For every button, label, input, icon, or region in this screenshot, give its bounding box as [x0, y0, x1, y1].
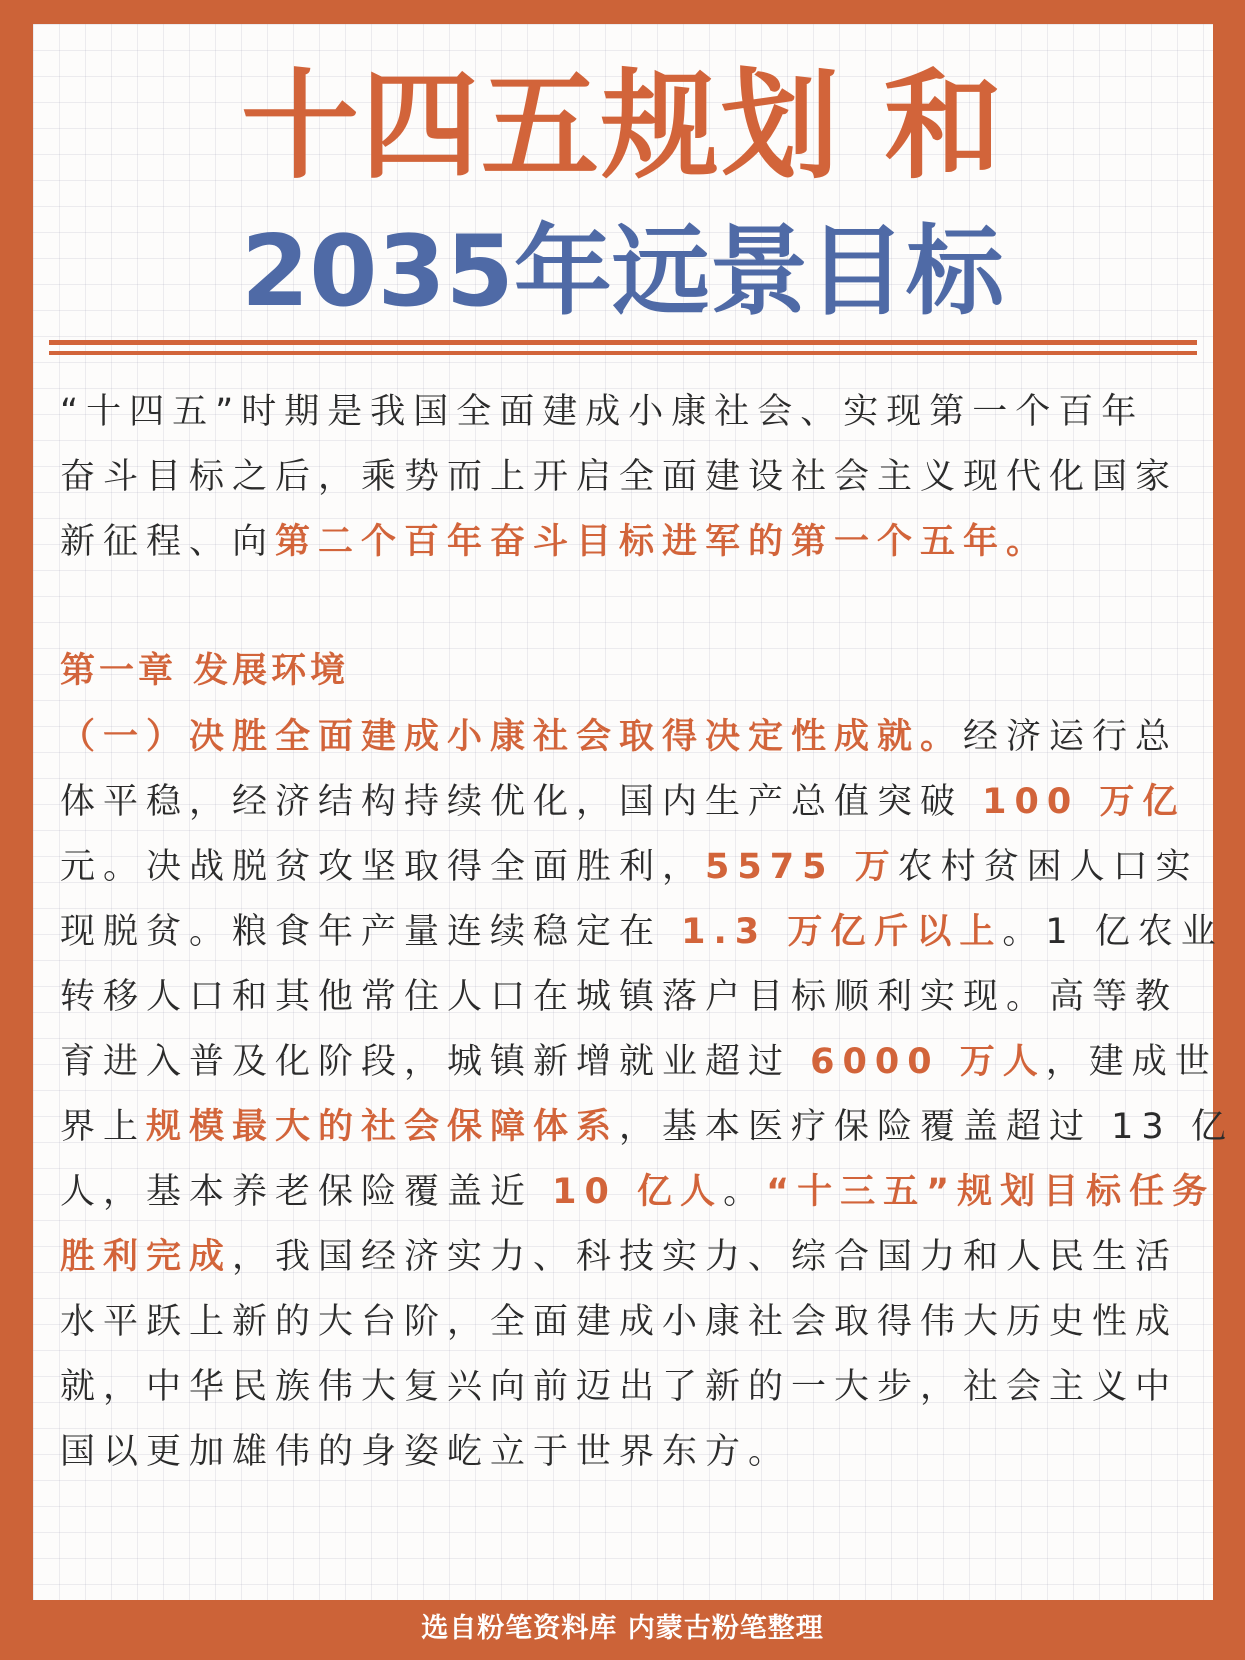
social-security-highlight: 规模最大的社会保障体系: [146, 1107, 620, 1147]
section-heading: （一）决胜全面建成小康社会取得决定性成就。: [60, 717, 964, 757]
chapter-heading: 第一章 发展环境: [60, 651, 350, 691]
title-line-1: 十四五规划 和: [240, 57, 1005, 195]
gdp-figure: 100 万亿: [982, 782, 1186, 822]
employment-figure: 6000 万人: [810, 1042, 1046, 1082]
plan-completion-highlight-end: 胜利完成: [60, 1237, 233, 1277]
grain-figure: 1.3 万亿斤以上: [681, 912, 1003, 952]
body-line: 人，基本养老保险覆盖近 10 亿人。“十三五”规划目标任务: [60, 1172, 1216, 1212]
pension-figure: 10 亿人: [552, 1172, 724, 1212]
plan-completion-highlight: “十三五”规划目标任务: [766, 1172, 1216, 1212]
title-divider-bottom: [49, 351, 1197, 355]
intro-line: “十四五”时期是我国全面建成小康社会、实现第一个百年: [60, 392, 1145, 432]
body-line: 界上规模最大的社会保障体系，基本医疗保险覆盖超过 13 亿: [60, 1107, 1234, 1147]
body-line: 就，中华民族伟大复兴向前迈出了新的一大步，社会主义中: [60, 1367, 1179, 1407]
body-line: （一）决胜全面建成小康社会取得决定性成就。经济运行总: [60, 717, 1179, 757]
intro-paragraph: [60, 380, 1190, 575]
body-line: 胜利完成，我国经济实力、科技实力、综合国力和人民生活: [60, 1237, 1179, 1277]
body-line: 元。决战脱贫攻坚取得全面胜利，5575 万农村贫困人口实: [60, 847, 1199, 887]
title-divider-top: [49, 340, 1197, 345]
footer-credit: 选自粉笔资料库 内蒙古粉笔整理: [421, 1613, 824, 1644]
body-line: 国以更加雄伟的身姿屹立于世界东方。: [60, 1432, 792, 1472]
body-line: 转移人口和其他常住人口在城镇落户目标顺利实现。高等教: [60, 977, 1179, 1017]
body-line: 体平稳，经济结构持续优化，国内生产总值突破 100 万亿: [60, 782, 1186, 822]
title-line-2: 2035年远景目标: [241, 215, 1004, 329]
body-line: 水平跃上新的大台阶，全面建成小康社会取得伟大历史性成: [60, 1302, 1179, 1342]
intro-line: 新征程、向第二个百年奋斗目标进军的第一个五年。: [60, 522, 1050, 562]
body-line: 育进入普及化阶段，城镇新增就业超过 6000 万人，建成世: [60, 1042, 1218, 1082]
chapter-paragraph: [60, 705, 1234, 1485]
body-line: 现脱贫。粮食年产量连续稳定在 1.3 万亿斤以上。1 亿农业: [60, 912, 1224, 952]
poverty-figure: 5575 万: [705, 847, 898, 887]
intro-line: 奋斗目标之后，乘势而上开启全面建设社会主义现代化国家: [60, 457, 1179, 497]
intro-highlight: 第二个百年奋斗目标进军的第一个五年。: [275, 522, 1050, 562]
